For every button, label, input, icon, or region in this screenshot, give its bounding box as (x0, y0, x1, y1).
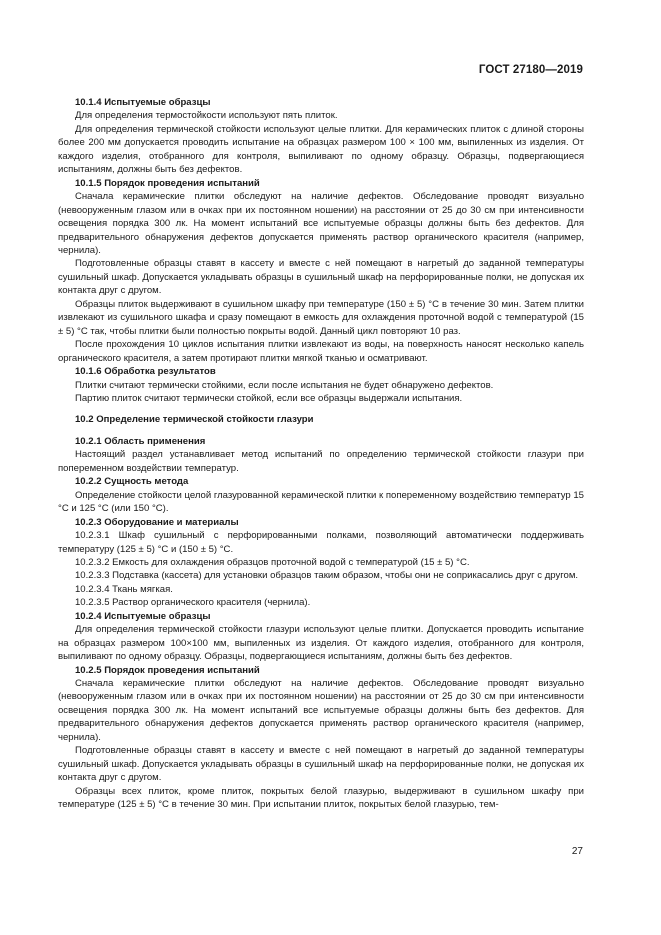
heading-10-2-1: 10.2.1 Область применения (75, 435, 206, 447)
document-code: ГОСТ 27180—2019 (478, 64, 583, 76)
paragraph: Сначала керамические плитки обследуют на наличие дефектов. Обследование проводят визуально (невооруженным глазом или в очках при их постоянном ношении) на расстоянии от 25 до 30 см при интенсивности освещения порядка 300 лк. На момент испытаний все испытуемые образцы должны быть без дефектов. Для предварительного обнаружения дефектов допускается применять раствор органического красителя (например, чернила). (58, 678, 584, 743)
heading-10-2-5: 10.2.5 Порядок проведения испытаний (75, 664, 260, 676)
heading-10-2-4: 10.2.4 Испытуемые образцы (75, 610, 211, 622)
paragraph: Для определения термической стойкости глазури используют целые плитки. Допускается проводить испытание на образцах размером 100×100 мм, выпиленных из изделия. От каждого изделия, отобранного для контроля, выпиливают по одному образцу. Образцы, подвергающиеся испытаниям, должны быть без дефектов. (58, 624, 584, 663)
paragraph: Образцы плиток выдерживают в сушильном шкафу при температуре (150 ± 5) °С в течение 30 мин. Затем плитки извлекают из сушильного шкафа и сразу помещают в емкость для охлаждения проточной водой с температурой (15 ± 5) °С так, чтобы плитки были полностью покрыты водой. Данный цикл повторяют 10 раз. (58, 298, 584, 337)
list-item: 10.2.3.2 Емкость для охлаждения образцов проточной водой с температурой (15 ± 5) °С. (75, 556, 470, 568)
paragraph: Для определения термической стойкости используют целые плитки. Для керамических плиток с длиной стороны более 200 мм допускается проводить испытание на образцах размером 100 × 100 мм, выпиленных из изделия. От каждого изделия, отобранного для контроля, выпиливают по одному образцу. Образцы, подвергающиеся испытаниям, должны быть без дефектов. (58, 123, 584, 176)
paragraph: Для определения термостойкости используют пять плиток. (75, 110, 338, 122)
paragraph: Настоящий раздел устанавливает метод испытаний по определению термической стойкости глазури при попеременном воздействии температур. (58, 449, 584, 474)
list-item: 10.2.3.5 Раствор органического красителя (чернила). (75, 597, 311, 609)
paragraph: Подготовленные образцы ставят в кассету и вместе с ней помещают в нагретый до заданной температуры сушильный шкаф. Допускается укладывать образцы в сушильный шкаф на перфорированные полки, не допуская их контакта друг с другом. (58, 258, 584, 297)
heading-10-2: 10.2 Определение термической стойкости глазури (75, 414, 314, 426)
paragraph: Образцы всех плиток, кроме плиток, покрытых белой глазурью, выдерживают в сушильном шкафу при температуре (125 ± 5) °С в течение 30 мин. При испытании плиток, покрытых белой глазурью, тем- (58, 785, 584, 811)
heading-10-1-5: 10.1.5 Порядок проведения испытаний (75, 177, 260, 189)
paragraph: Сначала керамические плитки обследуют на наличие дефектов. Обследование проводят визуально (невооруженным глазом или в очках при их постоянном ношении) на расстоянии от 25 до 30 см при интенсивности освещения порядка 300 лк. На момент испытаний все испытуемые образцы должны быть без дефектов. Для предварительного обнаружения дефектов допускается применять раствор органического красителя (например, чернила). (58, 191, 584, 256)
heading-10-2-3: 10.2.3 Оборудование и материалы (75, 516, 239, 528)
paragraph: Партию плиток считают термически стойкой, если все образцы выдержали испытания. (75, 392, 463, 404)
paragraph: После прохождения 10 циклов испытания плитки извлекают из воды, на поверхность наносят несколько капель органического красителя, а затем протирают плитки мягкой тканью и осматривают. (58, 339, 584, 364)
list-item: 10.2.3.1 Шкаф сушильный с перфорированными полками, позволяющий автоматически поддерживать температуру (125 ± 5) °С и (150 ± 5) °С. (58, 530, 584, 555)
heading-10-2-2: 10.2.2 Сущность метода (75, 476, 189, 488)
heading-10-1-4: 10.1.4 Испытуемые образцы (75, 97, 211, 108)
page-number: 27 (571, 846, 583, 857)
paragraph: Подготовленные образцы ставят в кассету и вместе с ней помещают в нагретый до заданной температуры сушильный шкаф. Допускается укладывать образцы в сушильный шкаф на перфорированные полки, не допуская их контакта друг с другом. (58, 745, 584, 784)
paragraph: Определение стойкости целой глазурованной керамической плитки к попеременному воздействию температур 15 °С и 125 °С (или 150 °С). (58, 489, 584, 515)
document-body (58, 96, 584, 812)
list-item: 10.2.3.4 Ткань мягкая. (75, 583, 173, 595)
paragraph: Плитки считают термически стойкими, если после испытания не будет обнаружено дефектов. (75, 379, 494, 391)
heading-10-1-6: 10.1.6 Обработка результатов (75, 366, 216, 378)
list-item: 10.2.3.3 Подставка (кассета) для установки образцов таким образом, чтобы они не соприкасались друг с другом. (75, 570, 579, 582)
